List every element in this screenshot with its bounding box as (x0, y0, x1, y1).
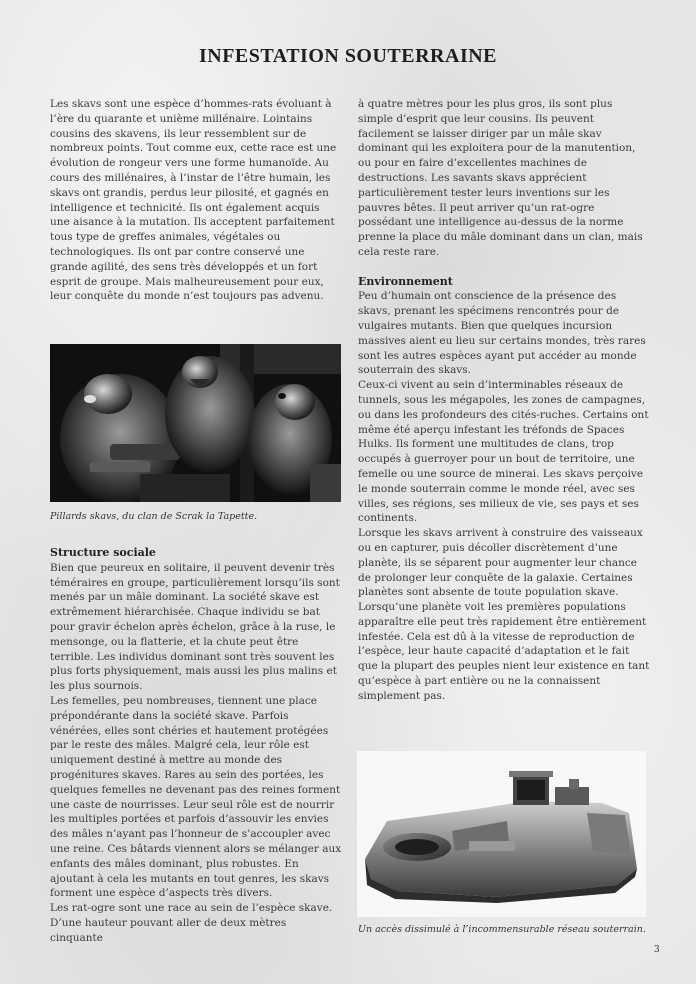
environment-heading: Environnement (358, 274, 453, 288)
social-structure-section (50, 546, 342, 946)
skav-raiders-image (50, 344, 341, 502)
social-structure-paragraph-3: Les rat-ogre sont une race au sein de l’espèce skave. D’une hauteur pouvant aller de deux mètres cinquante (50, 902, 333, 944)
right-column (358, 97, 650, 704)
environment-paragraph-3: Lorsque les skavs arrivent à construire des vaisseaux ou en capturer, puis décoller discrètement d’une planète, ils se séparent pour augmenter leur chance de prolonger leur conquête de la galaxie. Certaines planètes sont absente de toute population skave. Lorsqu’une planète voit les premières populations apparaître elle peut très rapidement être entièrement infestée. Cela est dû à la vitesse de reproduction de l’espèce, leur haute capacité d’adaptation et le fait que la plupart des peuples nient leur existence en tant qu’espèce à part entière ou ne la connaissent simplement pas. (358, 527, 650, 702)
tunnel-access-photo (357, 751, 646, 917)
intro-column (50, 97, 340, 304)
intro-paragraph: Les skavs sont une espèce d’hommes-rats évoluant à l’ère du quarante et unième millénaire. Lointains cousins des skavens, ils leur ressemblent sur de nombreux points. Tout comme eux, cette race est une évolution de rongeur vers une forme humanoïde. Au cours des millénaires, à l’instar de l’être humain, les skavs ont grandis, perdus leur pilosité, et gagnés en intelligence et technicité. Ils ont également acquis une aisance à la mutation. Ils acceptent parfaitement tous type de greffes animales, végétales ou technologiques. Ils ont par contre conservé une grande agilité, des sens très développés et un fort esprit de groupe. Mais malheureusement pour eux, leur conquête du monde n’est toujours pas advenu. (50, 98, 337, 303)
tunnel-access-image (357, 751, 646, 917)
photo1-caption: Pillards skavs, du clan de Scrak la Tapette. (50, 511, 258, 522)
social-structure-heading: Structure sociale (50, 546, 156, 559)
page-number: 3 (654, 945, 660, 955)
environment-paragraph-2: Ceux-ci vivent au sein d’interminables réseaux de tunnels, sous les mégapoles, les zones de campagnes, ou dans les profondeurs des cités-ruches. Certains ont même été aperçu infestant les tréfonds de Spaces Hulks. Ils forment une multitudes de clans, trop occupés à guerroyer pour un bout de territoire, une femelle ou une source de minerai. Les skavs perçoive le monde souterrain comme le monde réel, avec ses villes, ses régions, ses milieux de vie, ses pays et ses continents. (358, 379, 649, 525)
page-title: INFESTATION SOUTERRAINE (198, 45, 498, 67)
skav-raiders-photo (50, 344, 341, 502)
social-structure-paragraph-1: Bien que peureux en solitaire, il peuvent devenir très téméraires en groupe, particulièrement lorsqu’ils sont menés par un mâle dominant. La société skave est extrêmement hiérarchisée. Chaque individu se bat pour gravir échelon après échelon, grâce à la ruse, le mensonge, ou la flatterie, et la chute peut être terrible. Les individus dominant sont très souvent les plus forts physiquement, mais aussi les plus malins et les plus sournois. (50, 561, 340, 693)
environment-paragraph-1: Peu d’humain ont conscience de la présence des skavs, prenant les spécimens rencontrés pour de vulgaires mutants. Bien que quelques incursion massives aient eu lieu sur certains mondes, très rares sont les autres espèces ayant put accéder au monde souterrain des skavs. (358, 290, 646, 377)
social-structure-paragraph-2: Les femelles, peu nombreuses, tiennent une place prépondérante dans la société skave. Parfois vénérées, elles sont chéries et hautement protégées par le reste des mâles. Malgré cela, leur rôle est uniquement destiné à mettre au monde des progénitures skaves. Rares au sein des portées, les quelques femelles ne devenant pas des reines forment une caste de nourrisses. Leur seul rôle est de nourrir les multiples portées et parfois d’assouvir les envies des mâles n’ayant pas l’honneur de s’accoupler avec une reine. Ces bâtards viennent alors se mélanger aux enfants des mâles dominant, plus robustes. En ajoutant à cela les mutants en tout genres, les skavs forment une espèce d’aspects très divers. (50, 694, 342, 900)
rat-ogre-paragraph: à quatre mètres pour les plus gros, ils sont plus simple d’esprit que leur cousins. Ils peuvent facilement se laisser diriger par un mâle skav dominant qui les exploitera pour de la manutention, ou pour en faire d’excellentes machines de destructions. Les savants skavs apprécient particulièrement tester leurs inventions sur les pauvres bêtes. Il peut arriver qu’un rat-ogre possédant une intelligence au-dessus de la norme prenne la place du mâle dominant dans un clan, mais cela reste rare. (358, 98, 643, 258)
photo2-caption: Un accès dissimulé à l’incommensurable réseau souterrain. (358, 924, 646, 935)
